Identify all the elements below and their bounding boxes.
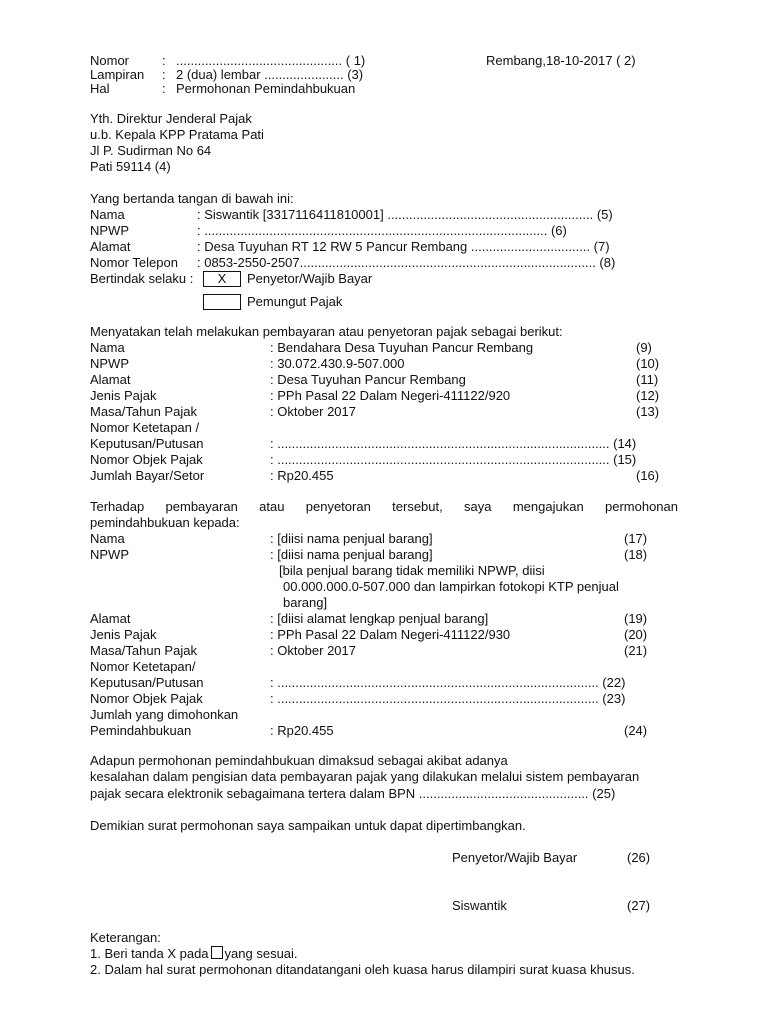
- detail-value: : ............................................................................................ (14): [270, 436, 637, 451]
- detail-value: : 30.072.430.9-507.000: [270, 356, 405, 371]
- detail-value: : [diisi nama penjual barang]: [270, 531, 433, 546]
- recipient-line: u.b. Kepala KPP Pratama Pati: [90, 127, 264, 142]
- reason-line: kesalahan dalam pengisian data pembayaran pajak yang dilakukan melalui sistem pembayaran: [90, 769, 640, 784]
- signer-value: : 0853-2550-2507.................................................................................. (8): [197, 255, 616, 270]
- detail-ref-number: (10): [636, 356, 660, 371]
- detail-label: Alamat: [90, 611, 131, 626]
- option-pemungut-label: Pemungut Pajak: [247, 294, 343, 309]
- signer-label: Nomor Telepon: [90, 255, 178, 270]
- reason-line: pajak secara elektronik sebagaimana tertera dalam BPN ............................................... (25): [90, 786, 616, 801]
- lampiran-colon: :: [162, 67, 166, 82]
- bertindak-label: Bertindak selaku :: [90, 271, 194, 286]
- place-date: Rembang,18-10-2017 ( 2): [486, 53, 636, 68]
- option-pemungut-checkbox[interactable]: [203, 294, 241, 310]
- detail-label: Pemindahbukuan: [90, 723, 192, 738]
- signer-label: Alamat: [90, 239, 131, 254]
- npwp-note: 00.000.000.0-507.000 dan lampirkan fotokopi KTP penjual: [283, 579, 619, 594]
- detail-ref-number: (11): [636, 372, 659, 387]
- signature-role-num: (26): [627, 850, 651, 865]
- lampiran-value: 2 (dua) lembar ...................... (3): [176, 67, 364, 82]
- detail-label: Jenis Pajak: [90, 627, 157, 642]
- transfer-intro-line2: pemindahbukuan kepada:: [90, 515, 240, 530]
- detail-ref-number: (21): [624, 643, 648, 658]
- recipient-line: Yth. Direktur Jenderal Pajak: [90, 111, 252, 126]
- reason-line: Adapun permohonan pemindahbukuan dimaksud sebagai akibat adanya: [90, 753, 508, 768]
- detail-ref-number: (24): [624, 723, 648, 738]
- detail-label: Jumlah yang dimohonkan: [90, 707, 239, 722]
- option-penyetor-label: Penyetor/Wajib Bayar: [247, 271, 373, 286]
- detail-value: : Desa Tuyuhan Pancur Rembang: [270, 372, 466, 387]
- signature-role: Penyetor/Wajib Bayar: [452, 850, 578, 865]
- detail-label: Nomor Ketetapan /: [90, 420, 200, 435]
- detail-label: Nomor Objek Pajak: [90, 452, 203, 467]
- recipient-line: Jl P. Sudirman No 64: [90, 143, 212, 158]
- signer-value: : ............................................................................................... (6): [197, 223, 567, 238]
- option-penyetor-checkbox[interactable]: X: [203, 271, 241, 287]
- detail-label: Masa/Tahun Pajak: [90, 404, 197, 419]
- detail-value: : Rp20.455: [270, 723, 334, 738]
- hal-label: Hal: [90, 81, 110, 96]
- signer-value: : Siswantik [3317116411810001] ......................................................... (5): [197, 207, 613, 222]
- detail-label: Nomor Objek Pajak: [90, 691, 203, 706]
- detail-label: Keputusan/Putusan: [90, 436, 204, 451]
- signature-name: Siswantik: [452, 898, 507, 913]
- detail-label: Alamat: [90, 372, 131, 387]
- detail-label: Nama: [90, 531, 125, 546]
- detail-value: : Oktober 2017: [270, 643, 356, 658]
- detail-ref-number: (17): [624, 531, 648, 546]
- detail-label: Jenis Pajak: [90, 388, 157, 403]
- detail-ref-number: (18): [624, 547, 648, 562]
- detail-value: : [diisi alamat lengkap penjual barang]: [270, 611, 489, 626]
- nomor-value: .............................................. ( 1): [176, 53, 366, 68]
- detail-value: : Bendahara Desa Tuyuhan Pancur Rembang: [270, 340, 534, 355]
- detail-label: Keputusan/Putusan: [90, 675, 204, 690]
- detail-label: Nomor Ketetapan/: [90, 659, 196, 674]
- detail-label: NPWP: [90, 547, 129, 562]
- detail-ref-number: (12): [636, 388, 660, 403]
- detail-ref-number: (19): [624, 611, 648, 626]
- signer-label: NPWP: [90, 223, 129, 238]
- detail-value: : PPh Pasal 22 Dalam Negeri-411122/920: [270, 388, 511, 403]
- signature-name-num: (27): [627, 898, 651, 913]
- recipient-line: Pati 59114 (4): [90, 159, 171, 174]
- detail-label: Nama: [90, 340, 125, 355]
- hal-value: Permohonan Pemindahbukuan: [176, 81, 356, 96]
- nomor-colon: :: [162, 53, 166, 68]
- detail-ref-number: (16): [636, 468, 660, 483]
- notes-line1-after: yang sesuai.: [224, 946, 298, 961]
- signer-value: : Desa Tuyuhan RT 12 RW 5 Pancur Rembang ................................. (7): [197, 239, 610, 254]
- detail-value: : Oktober 2017: [270, 404, 356, 419]
- detail-ref-number: (13): [636, 404, 660, 419]
- detail-value: : Rp20.455: [270, 468, 334, 483]
- detail-value: : ......................................................................................... (22): [270, 675, 626, 690]
- detail-label: Masa/Tahun Pajak: [90, 643, 197, 658]
- hal-colon: :: [162, 81, 166, 96]
- checkbox-icon: [211, 946, 223, 959]
- notes-line1-before: 1. Beri tanda X pada: [90, 946, 209, 961]
- closing-text: Demikian surat permohonan saya sampaikan untuk dapat dipertimbangkan.: [90, 818, 526, 833]
- detail-value: : [diisi nama penjual barang]: [270, 547, 433, 562]
- detail-value: : ............................................................................................ (15): [270, 452, 637, 467]
- lampiran-label: Lampiran: [90, 67, 145, 82]
- detail-value: : ......................................................................................... (23): [270, 691, 626, 706]
- detail-value: : PPh Pasal 22 Dalam Negeri-411122/930: [270, 627, 511, 642]
- notes-title: Keterangan:: [90, 930, 161, 945]
- nomor-label: Nomor: [90, 53, 130, 68]
- signer-intro: Yang bertanda tangan di bawah ini:: [90, 191, 294, 206]
- signer-label: Nama: [90, 207, 125, 222]
- npwp-note: [bila penjual barang tidak memiliki NPWP, diisi: [279, 563, 545, 578]
- transfer-intro-line1: Terhadap pembayaran atau penyetoran tersebut, saya mengajukan permohonan: [90, 499, 678, 514]
- npwp-note: barang]: [283, 595, 328, 610]
- payment-intro: Menyatakan telah melakukan pembayaran atau penyetoran pajak sebagai berikut:: [90, 324, 563, 339]
- notes-line2: 2. Dalam hal surat permohonan ditandatangani oleh kuasa harus dilampiri surat kuasa khusus.: [90, 962, 635, 977]
- detail-label: NPWP: [90, 356, 129, 371]
- notes-line1: [90, 946, 298, 962]
- detail-ref-number: (9): [636, 340, 652, 355]
- detail-label: Jumlah Bayar/Setor: [90, 468, 205, 483]
- detail-ref-number: (20): [624, 627, 648, 642]
